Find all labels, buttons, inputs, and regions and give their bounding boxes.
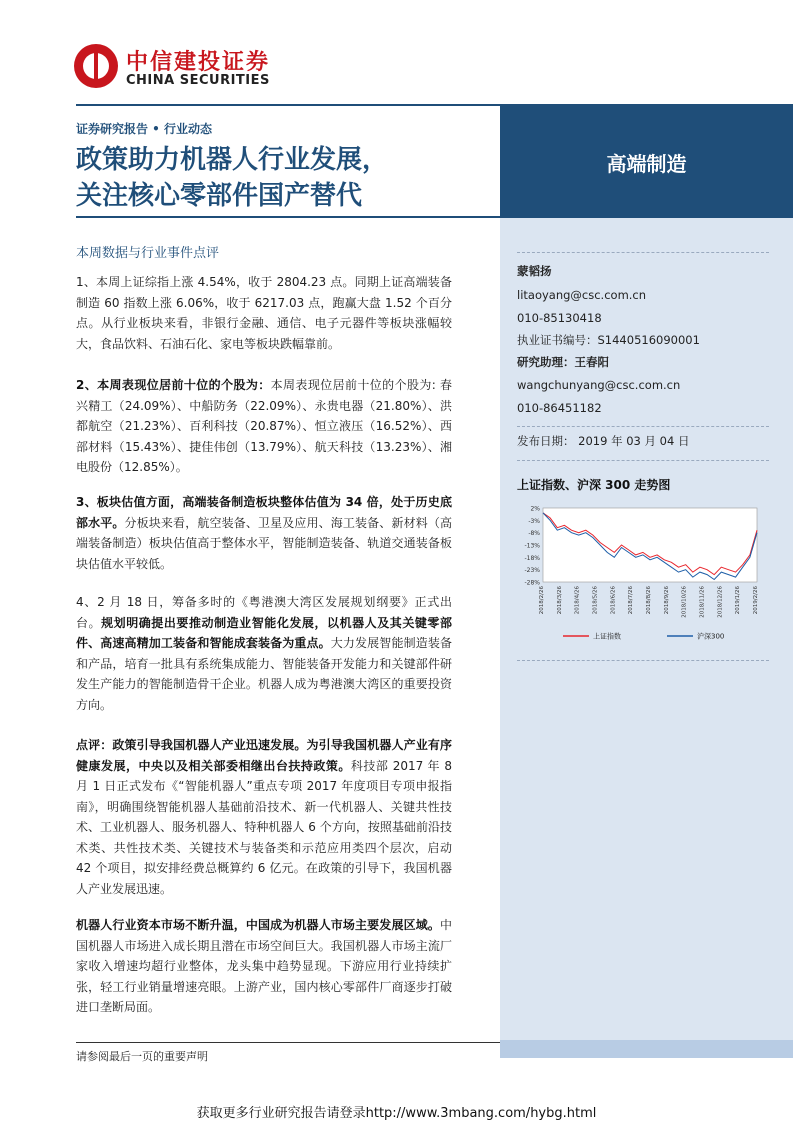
legend-label: 沪深300 (697, 632, 725, 641)
x-tick-label: 2018/6/26 (610, 586, 617, 615)
paragraph-2 (76, 375, 452, 478)
y-tick-label: -28% (524, 579, 540, 587)
x-tick-label: 2018/5/26 (592, 586, 599, 615)
analyst-license: 执业证书编号：S1440516090001 (517, 333, 700, 347)
y-tick-label: -23% (524, 567, 540, 575)
report-category: 证券研究报告 • 行业动态 (76, 122, 213, 136)
header-divider (76, 104, 500, 106)
y-tick-label: -18% (524, 554, 540, 562)
paragraph-3-body: 分板块来看，航空装备、卫星及应用、海工装备、新材料（高端装备制造）板块估值高于整体水平，智能制造装备、轨道交通装备板块估值水平较低。 (76, 515, 452, 571)
x-tick-label: 2018/3/26 (556, 586, 563, 615)
analyst-name: 蒙韬扬 (517, 264, 552, 278)
x-tick-label: 2019/1/26 (735, 586, 742, 615)
section-heading: 本周数据与行业事件点评 (76, 246, 220, 261)
paragraph-2-body: 本周表现位居前十位的个股为: 春兴精工（24.09%）、中船防务（22.09%）、永贵电器（21.80%）、洪都航空（21.23%）、百利科技（20.87%）、恒立液压（16.52%）、西部材料（15.43%）、捷佳伟创（13.79%）、航天科技（13.23%）、湘电股份（12.85%）。 (76, 378, 452, 474)
paragraph-6-lead: 机器人行业资本市场不断升温，中国成为机器人市场主要发展区域。 (76, 918, 440, 932)
sidebar-footer-band (500, 1040, 793, 1058)
analyst-email: litaoyang@csc.com.cn (517, 288, 647, 302)
sidebar-divider (517, 460, 769, 461)
sector-label: 高端制造 (606, 152, 687, 176)
x-tick-label: 2018/4/26 (574, 586, 581, 615)
y-tick-label: -8% (528, 530, 540, 538)
paragraph-4-highlight: 规划明确提出要推动制造业智能化发展，以机器人及其关键零部件、高速高精加工装备和智能成套装备为重点。 (76, 615, 452, 650)
paragraph-3 (76, 492, 452, 574)
download-link-note: 获取更多行业研究报告请登录http://www.3mbang.com/hybg.html (196, 1106, 597, 1121)
paragraph-4-intro: 4、2 月 18 日，筹备多时的《粤港澳大湾区发展规划纲要》正式出台。 (76, 595, 452, 630)
x-tick-label: 2018/7/26 (628, 586, 635, 615)
y-tick-label: -13% (524, 542, 540, 550)
brand-name-cn: 中信建投证券 (126, 50, 271, 75)
x-tick-label: 2018/9/26 (663, 586, 670, 615)
company-logo (74, 44, 118, 88)
sidebar-divider (517, 660, 769, 661)
x-tick-label: 2019/2/26 (753, 586, 759, 615)
paragraph-5 (76, 735, 452, 899)
y-tick-label: -3% (528, 517, 540, 525)
assistant-label: 研究助理：王春阳 (517, 355, 609, 369)
sidebar-divider (517, 426, 769, 427)
x-tick-label: 2018/10/26 (681, 586, 688, 618)
legend-label: 上证指数 (593, 632, 621, 641)
report-title-line1: 政策助力机器人行业发展， (76, 145, 389, 175)
x-tick-label: 2018/2/26 (539, 586, 545, 615)
x-tick-label: 2018/12/26 (717, 586, 724, 618)
analyst-phone: 010-85130418 (517, 311, 602, 325)
paragraph-4-body: 大力发展智能制造装备和产品，培育一批具有系统集成能力、智能装备开发能力和关键部件研发生产能力的智能制造骨干企业。机器人成为粤港澳大湾区的重要投资方向。 (76, 636, 452, 712)
paragraph-5-body: 科技部 2017 年 8 月 1 日正式发布《“智能机器人”重点专项 2017 年度项目专项申报指南》，明确围绕智能机器人基础前沿技术、新一代机器人、关键共性技术、工业机器人、服务机器人、特种机器人 6 个方向，按照基础前沿技术类、共性技术类、关键技术与装备类和示范应用类四个层次，启动 42 个项目，拟安排经费总概算约 6 亿元。在政策的引导下，我国机器人产业发展迅速。 (76, 758, 452, 896)
trend-chart (517, 502, 773, 652)
brand-name-en: CHINA SECURITIES (126, 73, 270, 88)
plot-area (543, 508, 757, 582)
paragraph-3-lead: 3、板块估值方面，高端装备制造板块整体估值为 34 倍，处于历史底部水平。 (76, 495, 452, 530)
paragraph-1: 1、本周上证综指上涨 4.54%，收于 2804.23 点。同期上证高端装备制造 60 指数上涨 6.06%，收于 6217.03 点，跑赢大盘 1.52 个百分点。从行业板块来看，非银行金融、通信、电子元器件等板块涨幅较大，食品饮料、石油石化、家电等板块跌幅靠前。 (76, 275, 452, 351)
assistant-phone: 010-86451182 (517, 401, 602, 415)
x-tick-label: 2018/8/26 (646, 586, 652, 615)
assistant-email: wangchunyang@csc.com.cn (517, 378, 681, 392)
paragraph-5-lead: 点评：政策引导我国机器人产业迅速发展。为引导我国机器人产业有序健康发展，中央以及相关部委相继出台扶持政策。 (76, 738, 452, 773)
title-divider (76, 216, 500, 218)
y-tick-label: 2% (530, 505, 540, 513)
x-tick-label: 2018/11/26 (699, 586, 706, 618)
footer-divider (76, 1042, 500, 1043)
report-title-line2: 关注核心零部件国产替代 (76, 181, 363, 211)
chart-title: 上证指数、沪深 300 走势图 (517, 478, 671, 492)
publish-date: 发布日期： 2019 年 03 月 04 日 (517, 434, 690, 448)
disclaimer-note: 请参阅最后一页的重要声明 (76, 1050, 208, 1063)
paragraph-4 (76, 592, 452, 715)
sidebar-divider (517, 252, 769, 253)
paragraph-2-lead: 2、本周表现位居前十位的个股为： (76, 378, 271, 392)
paragraph-6 (76, 915, 452, 1018)
paragraph-6-body: 中国机器人市场进入成长期且潜在市场空间巨大。我国机器人市场主流厂家收入增速均超行业整体，龙头集中趋势显现。下游应用行业持续扩张，轻工行业销量增速亮眼。上游产业，国内核心零部件厂商逐步打破进口垄断局面。 (76, 918, 452, 1014)
